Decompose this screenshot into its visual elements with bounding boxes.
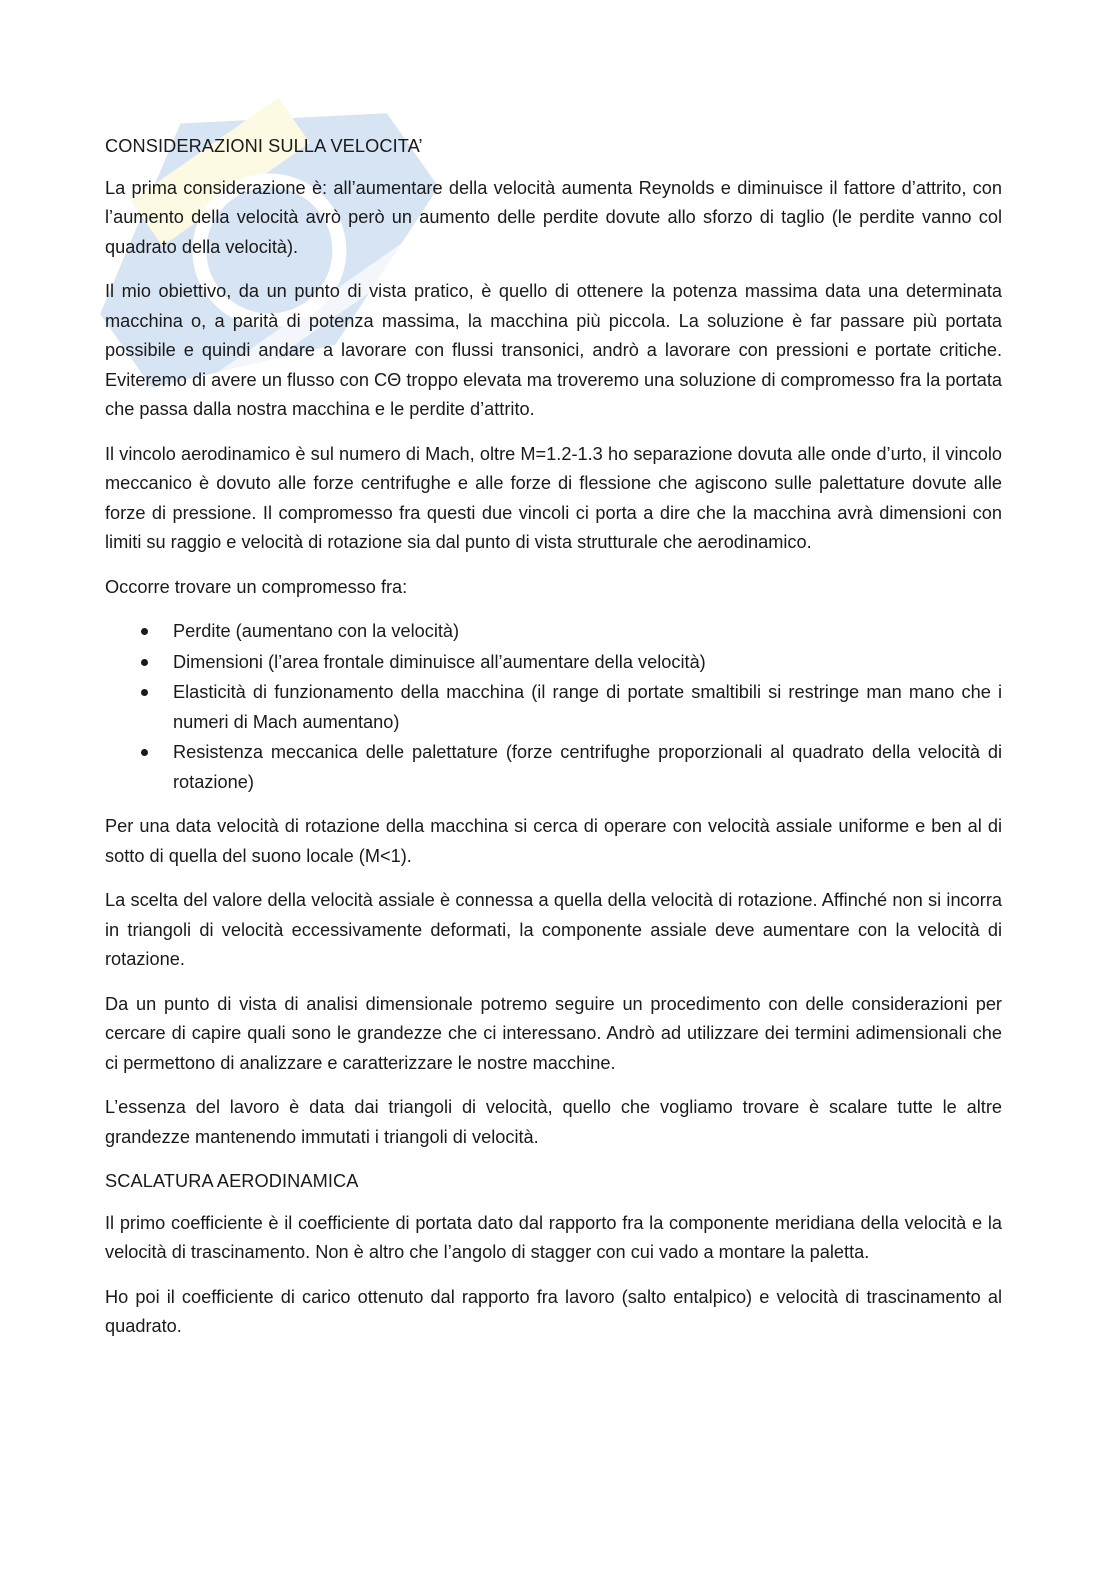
- list-item: [105, 617, 1002, 647]
- section-heading-scaling: SCALATURA AERODINAMICA: [105, 1171, 359, 1191]
- list-item: [105, 678, 1002, 737]
- paragraph-constraints: Il vincolo aerodinamico è sul numero di Mach, oltre M=1.2-1.3 ho separazione dovuta alle onde d’urto, il vincolo meccanico è dovuto alle forze centrifughe e alle forze di flessione che agiscono sulle palettature dovute alle forze di pressione. Il compromesso fra questi due vincoli ci porta a dire che la macchina avrà dimensioni con limiti su raggio e velocità di rotazione sia dal punto di vista strutturale che aerodinamico.: [105, 443, 1002, 552]
- list-item: [105, 648, 1002, 678]
- paragraph-load-coefficient: Ho poi il coefficiente di carico ottenuto dal rapporto fra lavoro (salto entalpico) e velocità di trascinamento al quadrato.: [105, 1286, 1002, 1336]
- paragraph-compromise-intro: Occorre trovare un compromesso fra:: [105, 576, 408, 597]
- list-item-text: Dimensioni (l’area frontale diminuisce all’aumentare della velocità): [173, 651, 706, 672]
- compromise-list: [105, 617, 1002, 797]
- paragraph-reynolds: La prima considerazione è: all’aumentare della velocità aumenta Reynolds e diminuisce il fattore d’attrito, con l’aumento della velocità avrò però un aumento delle perdite dovute allo sforzo di taglio (le perdite vanno col quadrato della velocità).: [105, 177, 1002, 257]
- list-item-text: Resistenza meccanica delle palettature (forze centrifughe proporzionali al quadrato della velocità di rotazione): [173, 742, 1002, 792]
- bullet-icon: [141, 749, 148, 756]
- section-heading-velocity: CONSIDERAZIONI SULLA VELOCITA’: [105, 136, 423, 156]
- list-item-text: Perdite (aumentano con la velocità): [173, 621, 460, 641]
- list-item: [105, 738, 1002, 797]
- paragraph-velocity-triangles: L’essenza del lavoro è data dai triangoli di velocità, quello che vogliamo trovare è scalare tutte le altre grandezze mantenendo immutati i triangoli di velocità.: [105, 1097, 1002, 1147]
- paragraph-axial-velocity: Per una data velocità di rotazione della macchina si cerca di operare con velocità assiale uniforme e ben al di sotto di quella del suono locale (M<1).: [105, 816, 1002, 866]
- paragraph-flow-coefficient: Il primo coefficiente è il coefficiente di portata dato dal rapporto fra la componente meridiana della velocità e la velocità di trascinamento. Non è altro che l’angolo di stagger con cui vado a montare la paletta.: [105, 1212, 1002, 1262]
- bullet-icon: [141, 628, 148, 635]
- paragraph-dimensional-analysis: Da un punto di vista di analisi dimensionale potremo seguire un procedimento con delle considerazioni per cercare di capire quali sono le grandezze che ci interessano. Andrò ad utilizzare dei termini adimensionali che ci permettono di analizzare e caratterizzare le nostre macchine.: [105, 993, 1002, 1073]
- document-body: [105, 132, 1002, 1357]
- bullet-icon: [141, 689, 148, 696]
- list-item-text: Elasticità di funzionamento della macchina (il range di portate smaltibili si restringe man mano che i numeri di Mach aumentano): [173, 682, 1002, 732]
- paragraph-axial-choice: La scelta del valore della velocità assiale è connessa a quella della velocità di rotazione. Affinché non si incorra in triangoli di velocità eccessivamente deformati, la componente assiale deve aumentare con la velocità di rotazione.: [105, 890, 1002, 969]
- bullet-icon: [141, 659, 148, 666]
- paragraph-objective: Il mio obiettivo, da un punto di vista pratico, è quello di ottenere la potenza massima data una determinata macchina o, a parità di potenza massima, la macchina più piccola. La soluzione è far passare più portata possibile e quindi andare a lavorare con flussi transonici, andrò a lavorare con pressioni e portate critiche. Eviteremo di avere un flusso con CΘ troppo elevata ma troveremo una soluzione di compromesso fra la portata che passa dalla nostra macchina e le perdite d’attrito.: [105, 281, 1002, 419]
